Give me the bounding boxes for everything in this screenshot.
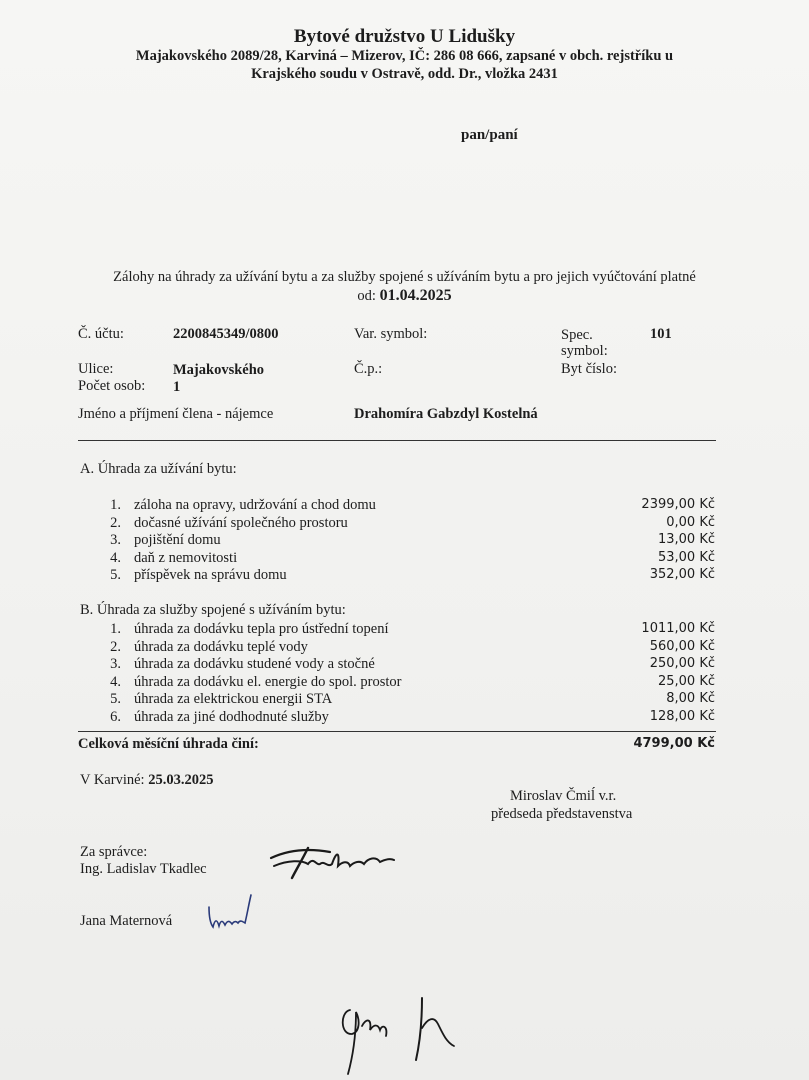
clerk-signature [205, 893, 255, 933]
line-item [78, 621, 715, 638]
line-item [78, 497, 715, 514]
line-item-amount: 352,00 Kč [649, 567, 715, 583]
line-item-amount: 53,00 Kč [657, 549, 715, 565]
line-item-amount: 2399,00 Kč [641, 497, 715, 512]
line-item-label: dočasné užívání společného prostoru [134, 514, 348, 531]
line-item [78, 691, 715, 708]
street-label: Ulice: [78, 361, 114, 377]
intro-line-1: Zálohy na úhrady za užívání bytu a za služby spojené s užíváním bytu a pro jejich vyúčtování platné [113, 269, 696, 285]
line-item-number: 1. [110, 497, 121, 513]
line-item-amount: 13,00 Kč [657, 532, 715, 548]
admin-signature [268, 838, 398, 888]
spec-symbol-label-2: symbol: [561, 343, 608, 359]
member-name: Drahomíra Gabzdyl Kostelná [354, 406, 538, 422]
intro-line-2 [0, 287, 809, 305]
account-label: Č. účtu: [78, 326, 124, 342]
line-item-amount: 128,00 Kč [649, 709, 715, 724]
salutation: pan/paní [461, 127, 518, 143]
line-item [78, 656, 715, 673]
line-item-label: záloha na opravy, udržování a chod domu [134, 497, 376, 513]
line-item-label: příspěvek na správu domu [134, 567, 287, 584]
clerk-name: Jana Maternová [80, 913, 173, 929]
line-item-label: daň z nemovitosti [134, 549, 238, 566]
spec-symbol-label-1: Spec. [561, 327, 593, 343]
line-item [78, 515, 715, 532]
line-item-number: 2. [110, 638, 121, 655]
line-item-number: 3. [110, 656, 121, 673]
line-item-label: úhrada za dodávku studené vody a stočné [134, 656, 375, 673]
line-item-number: 3. [110, 532, 121, 549]
cooperative-title: Bytové družstvo U Lidušky [293, 26, 516, 47]
line-item-number: 5. [110, 567, 121, 584]
valid-from-date: 01.04.2025 [379, 287, 452, 304]
chairman-name: Miroslav Čmiĺ v.r. [510, 788, 617, 804]
line-item [78, 674, 715, 691]
member-label: Jméno a příjmení člena - nájemce [78, 406, 274, 422]
persons-label: Počet osob: [78, 378, 146, 394]
street-value: Majakovského [173, 362, 265, 378]
line-item-amount: 8,00 Kč [666, 691, 715, 707]
admin-name: Ing. Ladislav Tkadlec [80, 861, 207, 877]
spec-symbol-value: 101 [650, 326, 672, 342]
total-label: Celková měsíční úhrada činí: [78, 736, 259, 752]
total-amount: 4799,00 Kč [633, 736, 715, 751]
line-item-amount: 250,00 Kč [649, 656, 715, 672]
chairman-role: předseda představenstva [491, 806, 633, 822]
divider [78, 440, 716, 441]
account-number: 2200845349/0800 [173, 326, 279, 342]
line-item-number: 4. [110, 673, 121, 690]
persons-value: 1 [173, 379, 181, 395]
line-item-number: 2. [110, 514, 121, 531]
total-divider [78, 731, 716, 732]
line-item-number: 6. [110, 709, 121, 725]
place-label: V Karviné: [80, 772, 145, 788]
line-item-label: úhrada za elektrickou energii STA [134, 691, 333, 708]
admin-label: Za správce: [80, 844, 148, 860]
line-item-number: 4. [110, 549, 121, 566]
var-symbol-label: Var. symbol: [354, 326, 428, 342]
line-item [78, 639, 715, 656]
line-item [78, 532, 715, 549]
line-item [78, 709, 715, 726]
intro-prefix: od: [357, 288, 376, 304]
line-item [78, 567, 715, 584]
line-item-label: úhrada za dodávku teplé vody [134, 638, 308, 655]
issue-date: 25.03.2025 [148, 772, 214, 788]
line-item [78, 550, 715, 567]
total-row [78, 736, 715, 753]
line-item-amount: 25,00 Kč [657, 673, 715, 689]
line-item-label: úhrada za dodávku tepla pro ústřední topení [134, 621, 389, 637]
flat-number-label: Byt číslo: [561, 361, 617, 377]
place-date [80, 772, 213, 789]
house-number-label: Č.p.: [354, 361, 383, 377]
line-item-amount: 560,00 Kč [649, 638, 715, 654]
line-item-label: úhrada za jiné dodhodnuté služby [134, 709, 329, 725]
section-a-title: A. Úhrada za užívání bytu: [80, 461, 237, 477]
address-line-1: Majakovského 2089/28, Karviná – Mizerov, IČ: 286 08 666, zapsané v obch. rejstříku u [135, 48, 674, 64]
line-item-label: pojištění domu [134, 532, 221, 549]
line-item-amount: 0,00 Kč [666, 514, 715, 530]
address-line-2: Krajského soudu v Ostravě, odd. Dr., vložka 2431 [251, 66, 558, 82]
line-item-number: 1. [110, 621, 121, 637]
section-b-title: B. Úhrada za služby spojené s užíváním bytu: [80, 602, 346, 618]
line-item-amount: 1011,00 Kč [641, 621, 715, 636]
handwritten-initials [330, 990, 480, 1080]
line-item-number: 5. [110, 691, 121, 708]
line-item-label: úhrada za dodávku el. energie do spol. prostor [134, 673, 402, 690]
